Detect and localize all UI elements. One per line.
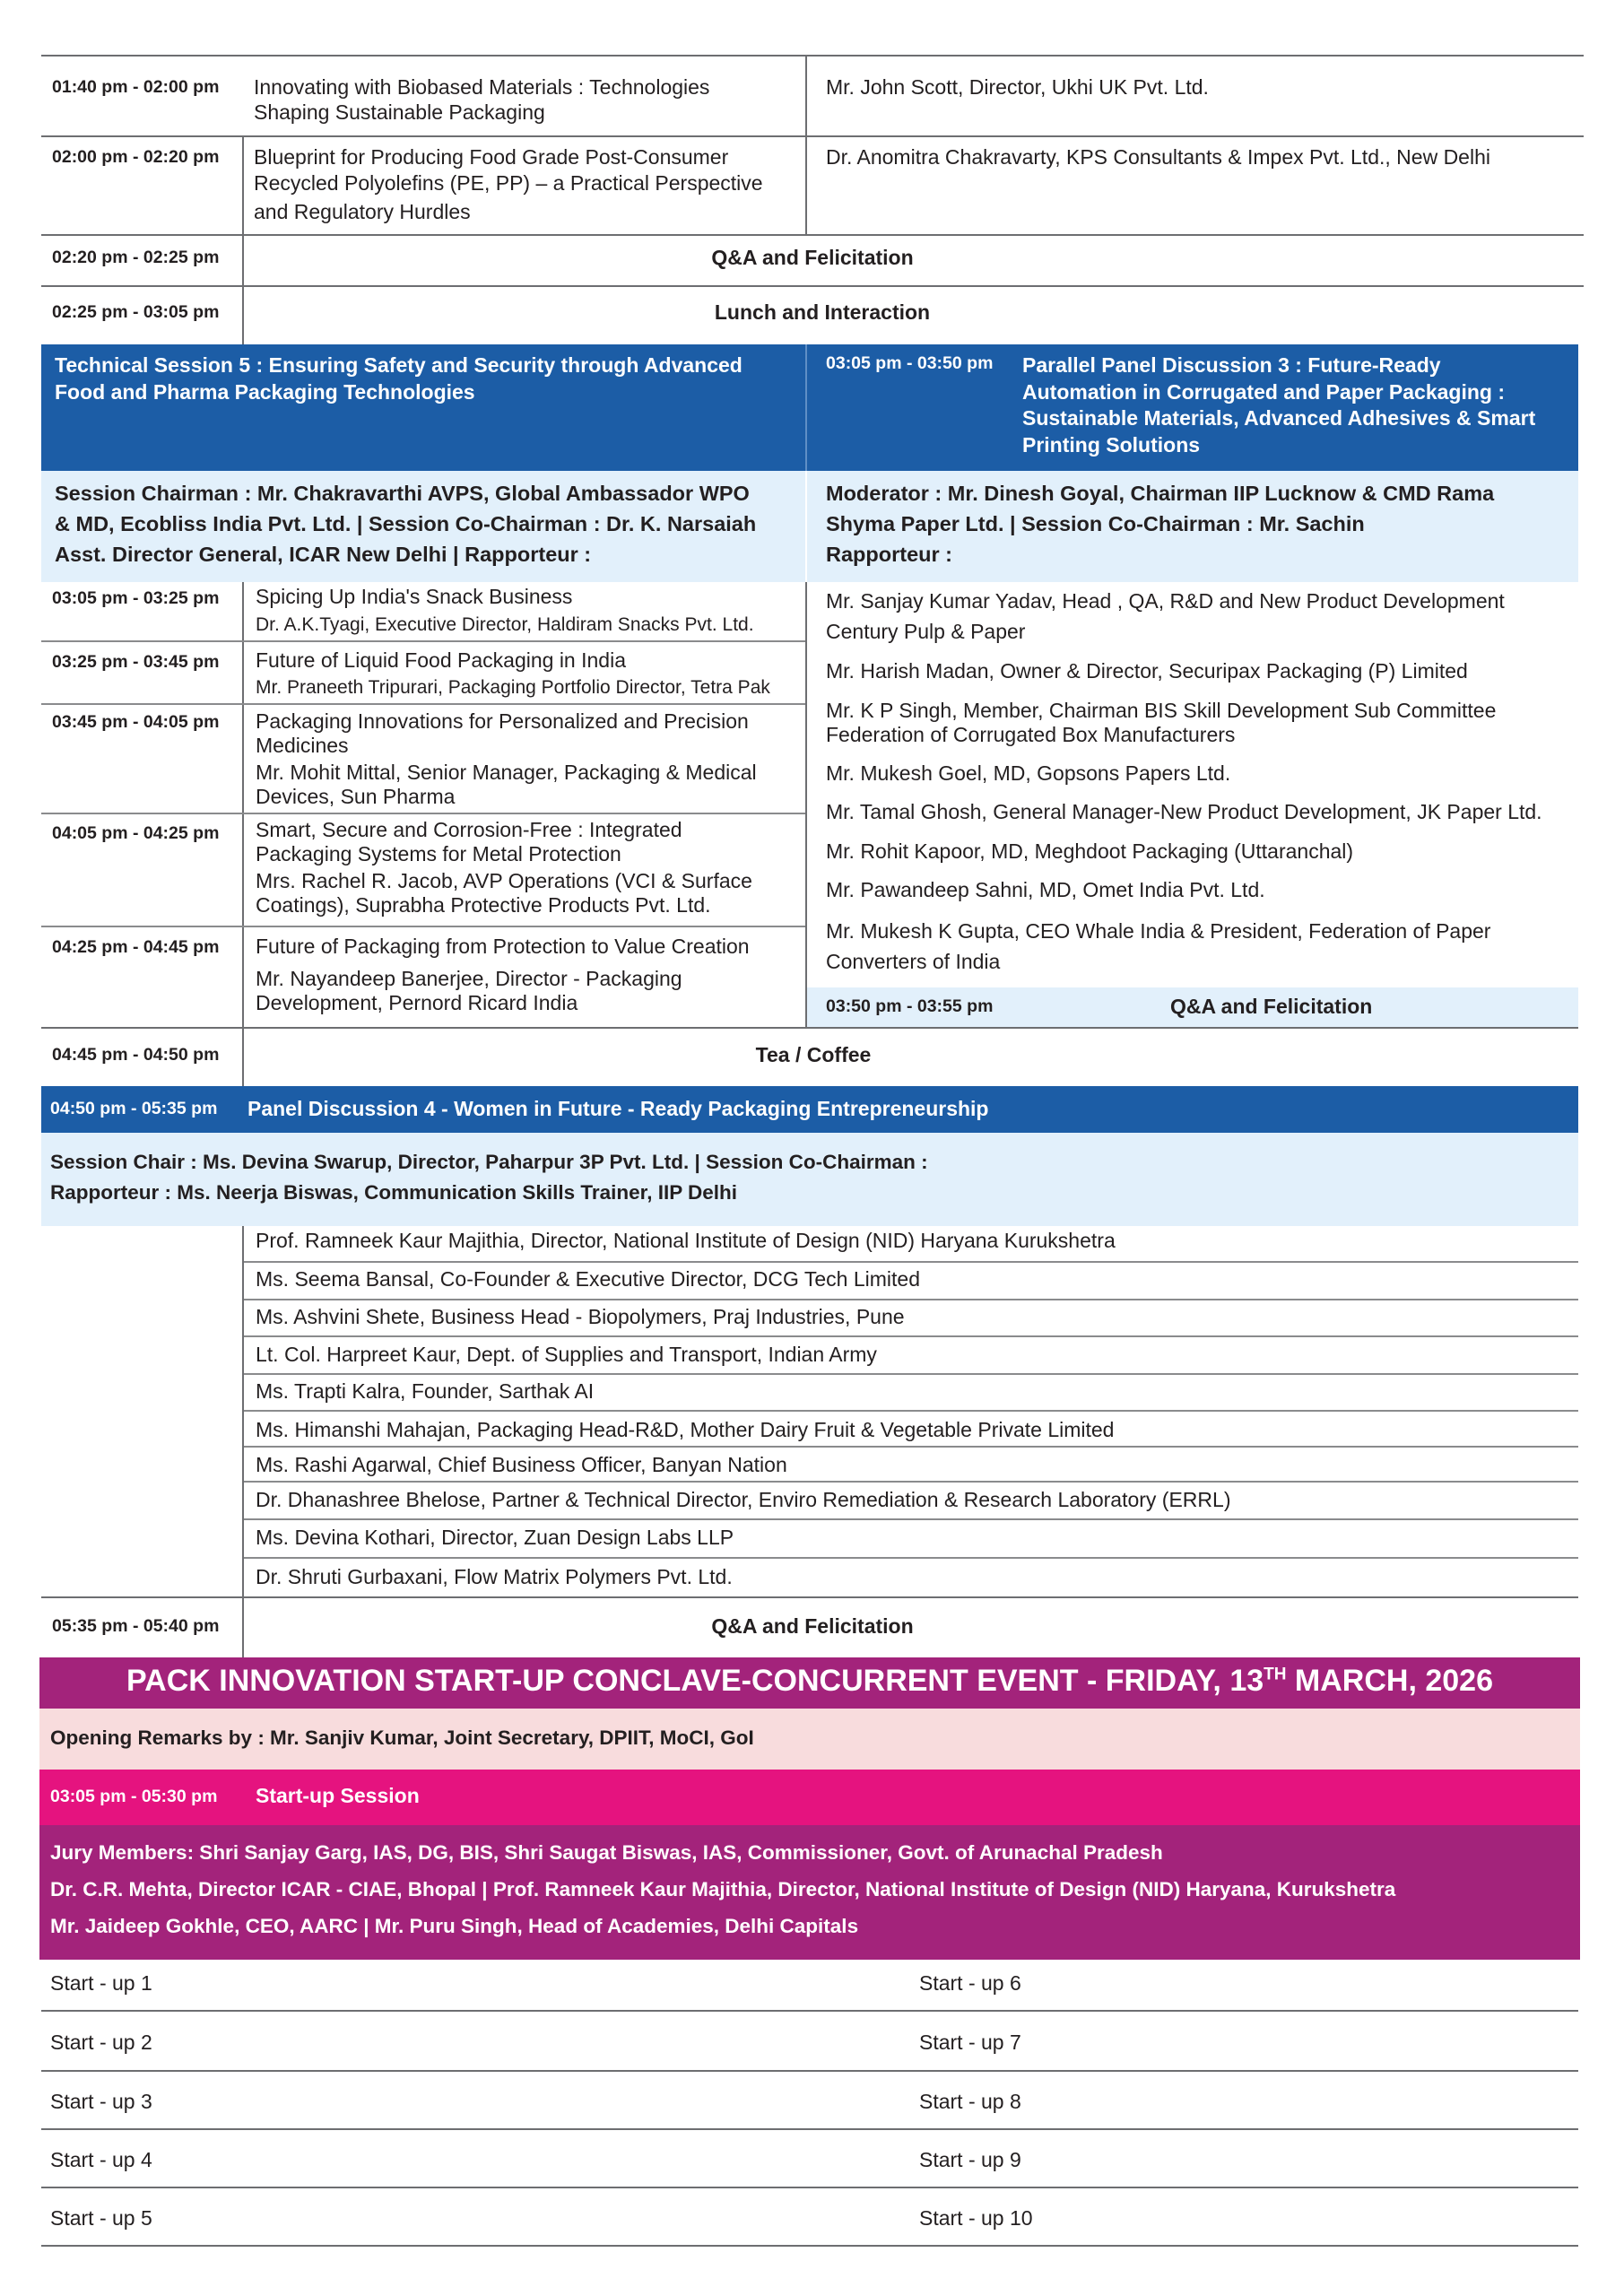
session5-title: Food and Pharma Packaging Technologies (55, 380, 475, 404)
talk-speaker: Devices, Sun Pharma (256, 785, 456, 808)
startup-slot: Start - up 8 (919, 2090, 1021, 2113)
panel3-speaker: Federation of Corrugated Box Manufacturers (826, 723, 1236, 746)
talk-time: 03:25 pm - 03:45 pm (52, 652, 220, 672)
talk-title: Medicines (256, 734, 349, 757)
talk-speaker: Development, Pernord Ricard India (256, 991, 578, 1014)
rule (41, 1027, 1578, 1029)
column-divider (242, 582, 244, 1027)
panelist: Ms. Trapti Kalra, Founder, Sarthak AI (256, 1379, 595, 1403)
jury-line: Jury Members: Shri Sanjay Garg, IAS, DG, BIS, Shri Saugat Biswas, IAS, Commissioner, Govt. of Arunachal Pradesh (50, 1841, 1163, 1864)
panel3-title: Sustainable Materials, Advanced Adhesives & Smart (1022, 406, 1536, 430)
opening-remarks: Opening Remarks by : Mr. Sanjiv Kumar, Joint Secretary, DPIIT, MoCI, GoI (50, 1726, 754, 1749)
rule (41, 2128, 1578, 2130)
talk-speaker: Coatings), Suprabha Protective Products Pvt. Ltd. (256, 893, 711, 917)
panelist: Ms. Devina Kothari, Director, Zuan Design Labs LLP (256, 1526, 734, 1549)
startup-slot: Start - up 7 (919, 2031, 1021, 2054)
startup-slot: Start - up 5 (50, 2206, 152, 2230)
column-divider (805, 582, 807, 1027)
row-time: 02:20 pm - 02:25 pm (52, 248, 220, 267)
talk-time: 03:05 pm - 03:25 pm (52, 588, 220, 608)
row-speaker: Dr. Anomitra Chakravarty, KPS Consultants & Impex Pvt. Ltd., New Delhi (826, 145, 1490, 169)
rule (41, 2245, 1578, 2247)
startup-slot: Start - up 9 (919, 2148, 1021, 2171)
rule (41, 2010, 1578, 2012)
panel3-speaker: Mr. Rohit Kapoor, MD, Meghdoot Packaging (Uttaranchal) (826, 839, 1354, 863)
column-divider (242, 1226, 244, 1596)
conclave-title-end: MARCH, 2026 (1286, 1664, 1493, 1698)
startup-slot: Start - up 1 (50, 1971, 152, 1995)
talk-title: Future of Liquid Food Packaging in India (256, 648, 626, 672)
session5-chair: Session Chairman : Mr. Chakravarthi AVPS, Global Ambassador WPO (55, 482, 750, 505)
startup-slot: Start - up 6 (919, 1971, 1021, 1995)
rule (244, 1373, 1578, 1375)
panelist: Prof. Ramneek Kaur Majithia, Director, National Institute of Design (NID) Haryana Kurukshetra (256, 1229, 1116, 1252)
talk-speaker: Mrs. Rachel R. Jacob, AVP Operations (VCI & Surface (256, 869, 752, 892)
panel3-speaker: Mr. Tamal Ghosh, General Manager-New Product Development, JK Paper Ltd. (826, 800, 1542, 823)
rule (244, 1410, 1578, 1412)
panel3-speaker: Mr. Mukesh K Gupta, CEO Whale India & President, Federation of Paper (826, 919, 1491, 943)
rule (244, 1335, 1578, 1337)
conclave-title-main: PACK INNOVATION START-UP CONCLAVE-CONCURRENT EVENT - FRIDAY, 13 (126, 1664, 1264, 1698)
talk-speaker: Mr. Nayandeep Banerjee, Director - Packaging (256, 967, 682, 990)
row-title: and Regulatory Hurdles (254, 200, 471, 223)
talk-title: Smart, Secure and Corrosion-Free : Integrated (256, 818, 682, 841)
rule (244, 1481, 1578, 1483)
row-title: Shaping Sustainable Packaging (254, 100, 545, 124)
startup-session-time: 03:05 pm - 05:30 pm (50, 1787, 218, 1806)
row-time: 02:00 pm - 02:20 pm (52, 147, 220, 167)
talk-speaker: Mr. Praneeth Tripurari, Packaging Portfolio Director, Tetra Pak (256, 677, 770, 698)
qa-final-label: Q&A and Felicitation (711, 1614, 914, 1638)
row-time: 01:40 pm - 02:00 pm (52, 77, 220, 97)
panel3-speaker: Mr. K P Singh, Member, Chairman BIS Skill Development Sub Committee (826, 699, 1497, 722)
qa-label: Q&A and Felicitation (711, 246, 914, 269)
panel3-title: Printing Solutions (1022, 433, 1201, 457)
startup-slot: Start - up 2 (50, 2031, 152, 2054)
panel3-speaker: Century Pulp & Paper (826, 620, 1026, 643)
column-divider (805, 344, 807, 471)
panel3-chair: Moderator : Mr. Dinesh Goyal, Chairman IIP Lucknow & CMD Rama (826, 482, 1495, 505)
panel3-title: Parallel Panel Discussion 3 : Future-Ready (1022, 353, 1441, 377)
panelist: Dr. Shruti Gurbaxani, Flow Matrix Polymers Pvt. Ltd. (256, 1565, 733, 1588)
rule (41, 135, 1584, 137)
talk-title: Spicing Up India's Snack Business (256, 585, 573, 608)
panel3-speaker: Mr. Mukesh Goel, MD, Gopsons Papers Ltd. (826, 761, 1231, 785)
panel4-chair: Session Chair : Ms. Devina Swarup, Director, Paharpur 3P Pvt. Ltd. | Session Co-Chairman : (50, 1151, 928, 1173)
panelist: Ms. Ashvini Shete, Business Head - Biopolymers, Praj Industries, Pune (256, 1305, 905, 1328)
conclave-title (39, 1664, 1580, 1699)
rule (41, 640, 805, 642)
panelist: Ms. Seema Bansal, Co-Founder & Executive Director, DCG Tech Limited (256, 1267, 920, 1291)
qa-final-time: 05:35 pm - 05:40 pm (52, 1616, 220, 1636)
talk-time: 03:45 pm - 04:05 pm (52, 712, 220, 732)
panel3-speaker: Mr. Sanjay Kumar Yadav, Head , QA, R&D and New Product Development (826, 589, 1505, 613)
column-divider (805, 471, 807, 582)
talk-time: 04:05 pm - 04:25 pm (52, 823, 220, 843)
talk-title: Future of Packaging from Protection to Value Creation (256, 935, 750, 958)
panelist: Ms. Rashi Agarwal, Chief Business Officer, Banyan Nation (256, 1453, 787, 1476)
panel4-chair: Rapporteur : Ms. Neerja Biswas, Communication Skills Trainer, IIP Delhi (50, 1181, 738, 1204)
tea-time: 04:45 pm - 04:50 pm (52, 1045, 220, 1065)
startup-session-label: Start-up Session (256, 1784, 420, 1807)
rule (244, 1299, 1578, 1300)
rule (244, 1557, 1578, 1559)
panel3-title: Automation in Corrugated and Paper Packaging : (1022, 380, 1506, 404)
talk-speaker: Mr. Mohit Mittal, Senior Manager, Packaging & Medical (256, 761, 757, 784)
rule (41, 1596, 1578, 1598)
session5-chair: & MD, Ecobliss India Pvt. Ltd. | Session Co-Chairman : Dr. K. Narsaiah (55, 512, 757, 535)
rule (41, 813, 805, 814)
rule (41, 234, 1584, 236)
rule (41, 703, 805, 705)
panelist: Ms. Himanshi Mahajan, Packaging Head-R&D, Mother Dairy Fruit & Vegetable Private Limited (256, 1418, 1115, 1441)
talk-title: Packaging Innovations for Personalized and Precision (256, 709, 749, 733)
startup-slot: Start - up 3 (50, 2090, 152, 2113)
talk-title: Packaging Systems for Metal Protection (256, 842, 621, 865)
column-divider (805, 55, 807, 234)
conclave-title-sup: TH (1264, 1665, 1287, 1684)
rule (41, 926, 805, 927)
lunch-label: Lunch and Interaction (714, 300, 931, 324)
panel3-time: 03:05 pm - 03:50 pm (826, 353, 994, 373)
column-divider (242, 135, 244, 344)
row-time: 02:25 pm - 03:05 pm (52, 302, 220, 322)
panelist: Lt. Col. Harpreet Kaur, Dept. of Supplies and Transport, Indian Army (256, 1343, 877, 1366)
session5-chair: Asst. Director General, ICAR New Delhi | Rapporteur : (55, 543, 592, 566)
panel4-title: Panel Discussion 4 - Women in Future - Ready Packaging Entrepreneurship (248, 1097, 989, 1120)
panel3-chair: Shyma Paper Ltd. | Session Co-Chairman : Mr. Sachin (826, 512, 1365, 535)
panel3-speaker: Mr. Pawandeep Sahni, MD, Omet India Pvt. Ltd. (826, 878, 1265, 901)
startup-slot: Start - up 4 (50, 2148, 152, 2171)
rule (244, 1446, 1578, 1448)
rule (41, 285, 1584, 287)
talk-time: 04:25 pm - 04:45 pm (52, 937, 220, 957)
panel3-chair: Rapporteur : (826, 543, 952, 566)
session5-title: Technical Session 5 : Ensuring Safety and Security through Advanced (55, 353, 743, 377)
panel3-speaker: Mr. Harish Madan, Owner & Director, Securipax Packaging (P) Limited (826, 659, 1468, 683)
row-speaker: Mr. John Scott, Director, Ukhi UK Pvt. Ltd. (826, 75, 1209, 99)
panelist: Dr. Dhanashree Bhelose, Partner & Technical Director, Enviro Remediation & Research Laboratory (ERRL) (256, 1488, 1231, 1511)
rule (244, 1261, 1578, 1263)
rule (41, 2070, 1578, 2072)
jury-line: Mr. Jaideep Gokhle, CEO, AARC | Mr. Puru Singh, Head of Academies, Delhi Capitals (50, 1915, 859, 1937)
talk-speaker: Dr. A.K.Tyagi, Executive Director, Haldiram Snacks Pvt. Ltd. (256, 614, 754, 635)
panel4-time: 04:50 pm - 05:35 pm (50, 1099, 218, 1118)
rule (41, 2187, 1578, 2188)
jury-line: Dr. C.R. Mehta, Director ICAR - CIAE, Bhopal | Prof. Ramneek Kaur Majithia, Director, National Institute of Design (NID) Haryana, Kurukshetra (50, 1878, 1396, 1900)
panel3-qa-time: 03:50 pm - 03:55 pm (826, 996, 994, 1016)
rule (244, 1518, 1578, 1520)
rule (41, 55, 1584, 57)
row-title: Recycled Polyolefins (PE, PP) – a Practical Perspective (254, 171, 763, 195)
row-title: Blueprint for Producing Food Grade Post-Consumer (254, 145, 729, 169)
row-title: Innovating with Biobased Materials : Technologies (254, 75, 710, 99)
panel3-speaker: Converters of India (826, 950, 1001, 973)
startup-slot: Start - up 10 (919, 2206, 1033, 2230)
panel3-qa-label: Q&A and Felicitation (1170, 995, 1373, 1018)
tea-label: Tea / Coffee (755, 1043, 872, 1066)
